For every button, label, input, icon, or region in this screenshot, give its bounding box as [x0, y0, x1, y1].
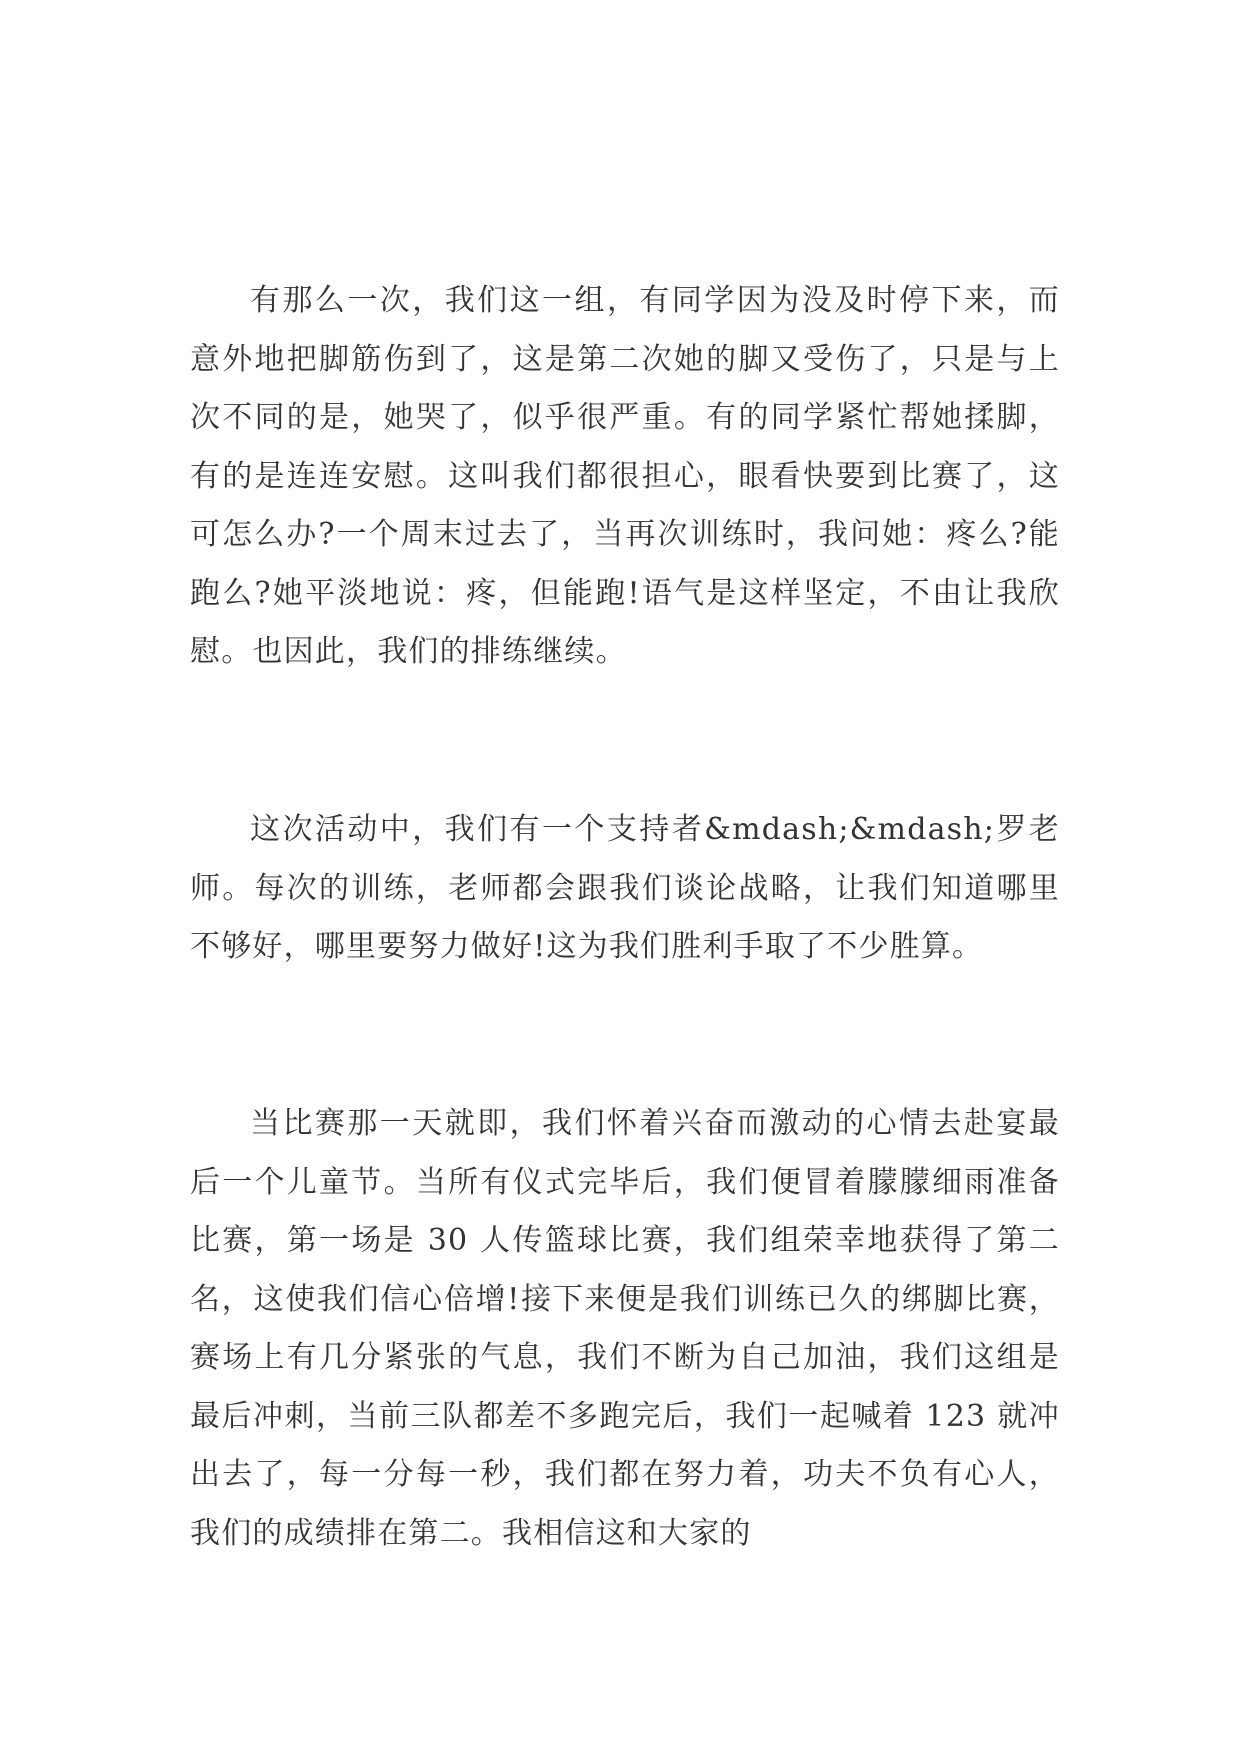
paragraph-competition-day: 当比赛那一天就即，我们怀着兴奋而激动的心情去赴宴最后一个儿童节。当所有仪式完毕后，我们便冒着朦朦细雨准备比赛，第一场是 30 人传篮球比赛，我们组荣幸地获得了第二名，这使我们信心倍增!接下来便是我们训练已久的绑脚比赛，赛场上有几分紧张的气息，我们不断为自己加油，我们这组是最后冲刺，当前三队都差不多跑完后，我们一起喊着 123 就冲出去了，每一分每一秒，我们都在努力着，功夫不负有心人，我们的成绩排在第二。我相信这和大家的: [190, 1106, 1060, 1551]
paragraph-teacher-support: 这次活动中，我们有一个支持者&mdash;&mdash;罗老师。每次的训练，老师都会跟我们谈论战略，让我们知道哪里不够好，哪里要努力做好!这为我们胜利手取了不少胜算。: [190, 812, 1060, 964]
paragraph-injury: 有那么一次，我们这一组，有同学因为没及时停下来，而意外地把脚筋伤到了，这是第二次她的脚又受伤了，只是与上次不同的是，她哭了，似乎很严重。有的同学紧忙帮她揉脚，有的是连连安慰。这叫我们都很担心，眼看快要到比赛了，这可怎么办?一个周末过去了，当再次训练时，我问她：疼么?能跑么?她平淡地说：疼，但能跑!语气是这样坚定，不由让我欣慰。也因此，我们的排练继续。: [190, 283, 1060, 669]
